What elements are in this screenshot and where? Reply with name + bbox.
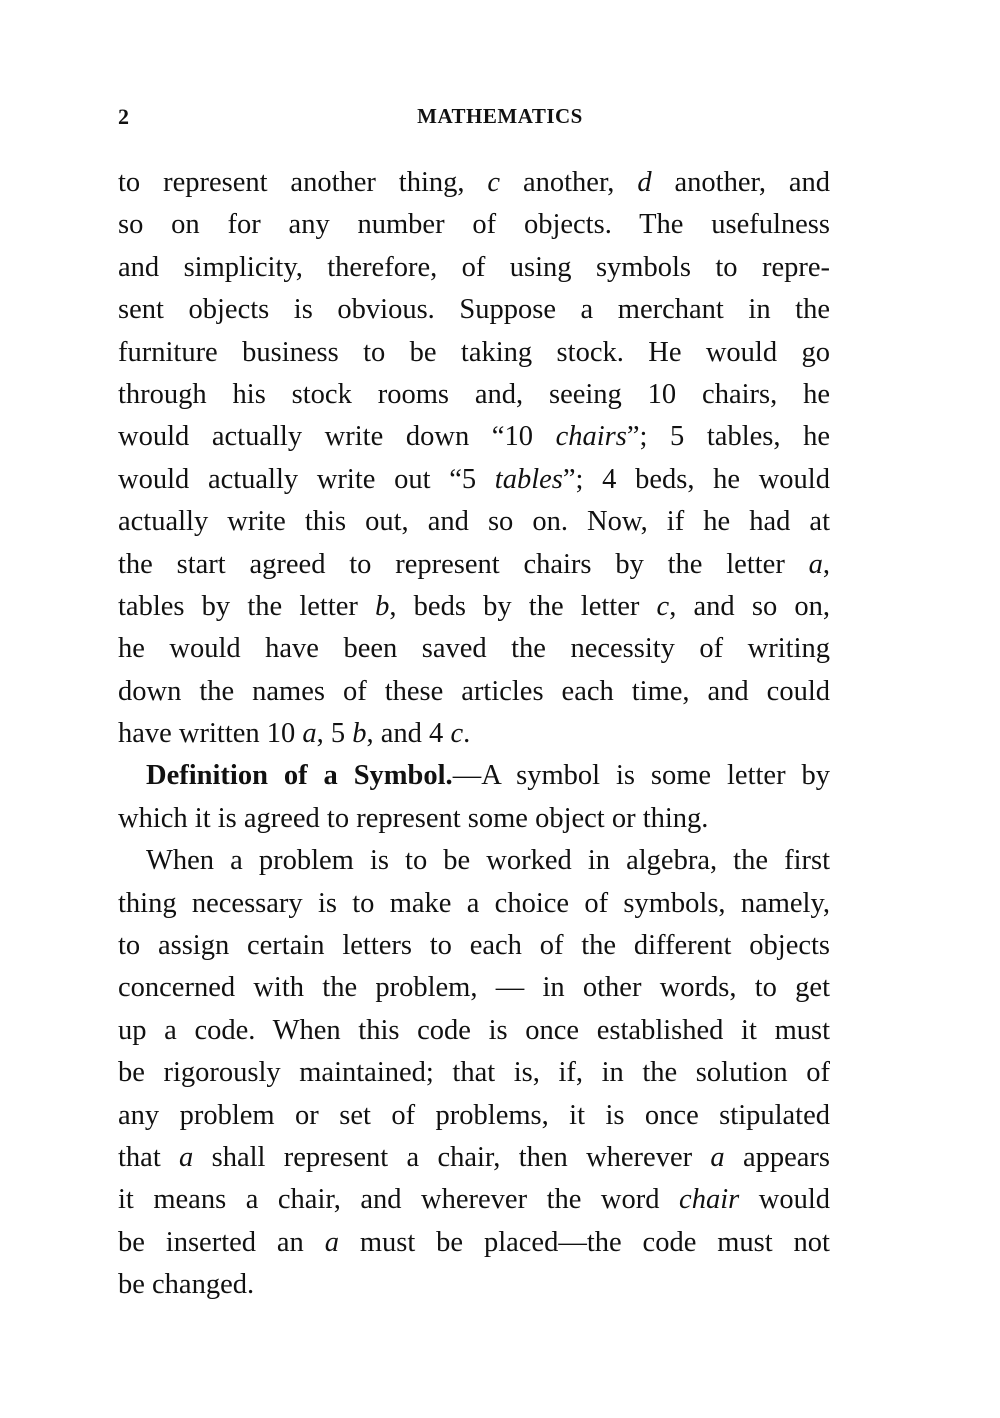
page-number: 2	[118, 104, 129, 129]
text-line	[118, 1264, 830, 1306]
italic-text: d	[637, 167, 652, 198]
text-segment: another,	[500, 167, 638, 198]
text-line	[118, 967, 830, 1009]
text-segment: be inserted an	[118, 1226, 325, 1258]
text-segment: sent objects is obvious. Suppose a merchant in the	[118, 294, 830, 326]
text-line	[118, 416, 830, 458]
page-body-text	[118, 162, 830, 1307]
text-line	[118, 628, 830, 670]
text-segment: it means a chair, and wherever the word	[118, 1184, 680, 1216]
text-segment: When a problem is to be worked in algebra, the first	[146, 845, 830, 877]
text-line	[118, 671, 830, 713]
text-segment: —A symbol is some letter by	[452, 760, 830, 792]
text-segment: be rigorously maintained; that is, if, in the solution of	[118, 1057, 830, 1089]
text-segment: that	[118, 1141, 180, 1173]
text-segment: ,	[822, 548, 830, 580]
text-segment: would actually write down “10	[118, 421, 556, 453]
text-segment: , beds by the letter	[389, 590, 657, 622]
text-line	[118, 374, 830, 416]
text-segment: appears	[724, 1141, 830, 1173]
text-segment: which it is agreed to represent some object or thing.	[118, 802, 709, 834]
section-heading: Definition of a Symbol.	[146, 760, 453, 792]
text-line	[118, 798, 830, 840]
text-segment: up a code. When this code is once established it must	[118, 1014, 830, 1046]
text-segment: and simplicity, therefore, of using symbols to repre-	[118, 251, 830, 283]
italic-text: b	[375, 590, 390, 622]
text-segment: .	[463, 718, 471, 750]
text-segment: the start agreed to represent chairs by the letter	[118, 548, 809, 580]
italic-text: a	[324, 1226, 339, 1258]
text-line	[118, 204, 830, 246]
text-line	[118, 501, 830, 543]
text-segment: have written 10	[118, 718, 303, 750]
text-line	[118, 1010, 830, 1052]
text-segment: he would have been saved the necessity of writing	[118, 633, 830, 665]
text-line	[118, 1095, 830, 1137]
italic-text: a	[179, 1141, 194, 1173]
italic-text: a	[808, 548, 823, 580]
text-line	[118, 1137, 830, 1179]
text-segment: , and so on,	[669, 590, 830, 622]
text-segment: through his stock rooms and, seeing 10 chairs, he	[118, 378, 830, 410]
text-line	[118, 289, 830, 331]
italic-text: a	[302, 718, 317, 750]
italic-text: chair	[679, 1184, 740, 1216]
text-line	[118, 883, 830, 925]
text-segment: ”; 5 tables, he	[626, 421, 830, 453]
text-line	[118, 459, 830, 501]
text-segment: must be placed—the code must not	[338, 1226, 830, 1258]
text-segment: thing necessary is to make a choice of symbols, namely,	[118, 887, 830, 919]
text-segment: so on for any number of objects. The usefulness	[118, 209, 830, 241]
text-line	[118, 1222, 830, 1264]
text-line	[118, 162, 830, 204]
text-segment: to assign certain letters to each of the different objects	[118, 930, 830, 962]
text-segment: another, and	[651, 167, 830, 198]
italic-text: tables	[494, 463, 563, 495]
text-segment: , 5	[316, 718, 353, 750]
text-segment: to represent another thing,	[118, 167, 488, 198]
text-line	[118, 1052, 830, 1094]
text-segment: down the names of these articles each time, and could	[118, 675, 830, 707]
text-segment: shall represent a chair, then wherever	[193, 1141, 711, 1173]
text-segment: would actually write out “5	[118, 463, 495, 495]
text-line	[118, 544, 830, 586]
text-line	[118, 586, 830, 628]
italic-text: b	[352, 718, 367, 750]
text-segment: any problem or set of problems, it is once stipulated	[118, 1099, 830, 1131]
text-segment: ”; 4 beds, he would	[562, 463, 830, 495]
italic-text: c	[487, 167, 501, 198]
text-line	[118, 840, 830, 882]
text-segment: actually write this out, and so on. Now, if he had at	[118, 506, 830, 538]
text-line	[118, 755, 830, 797]
text-line	[118, 1179, 830, 1221]
text-segment: concerned with the problem, — in other words, to get	[118, 972, 830, 1004]
text-line	[118, 925, 830, 967]
text-segment: would	[739, 1184, 830, 1216]
italic-text: c	[656, 590, 670, 622]
text-segment: furniture business to be taking stock. He would go	[118, 336, 830, 368]
text-line	[118, 247, 830, 289]
text-segment: , and 4	[366, 718, 451, 750]
italic-text: c	[450, 718, 464, 750]
text-line	[118, 332, 830, 374]
italic-text: a	[710, 1141, 725, 1173]
text-segment: tables by the letter	[118, 590, 376, 622]
italic-text: chairs	[555, 421, 627, 453]
text-line	[118, 713, 830, 755]
text-segment: be changed.	[118, 1269, 255, 1301]
running-title: MATHEMATICS	[417, 104, 583, 128]
